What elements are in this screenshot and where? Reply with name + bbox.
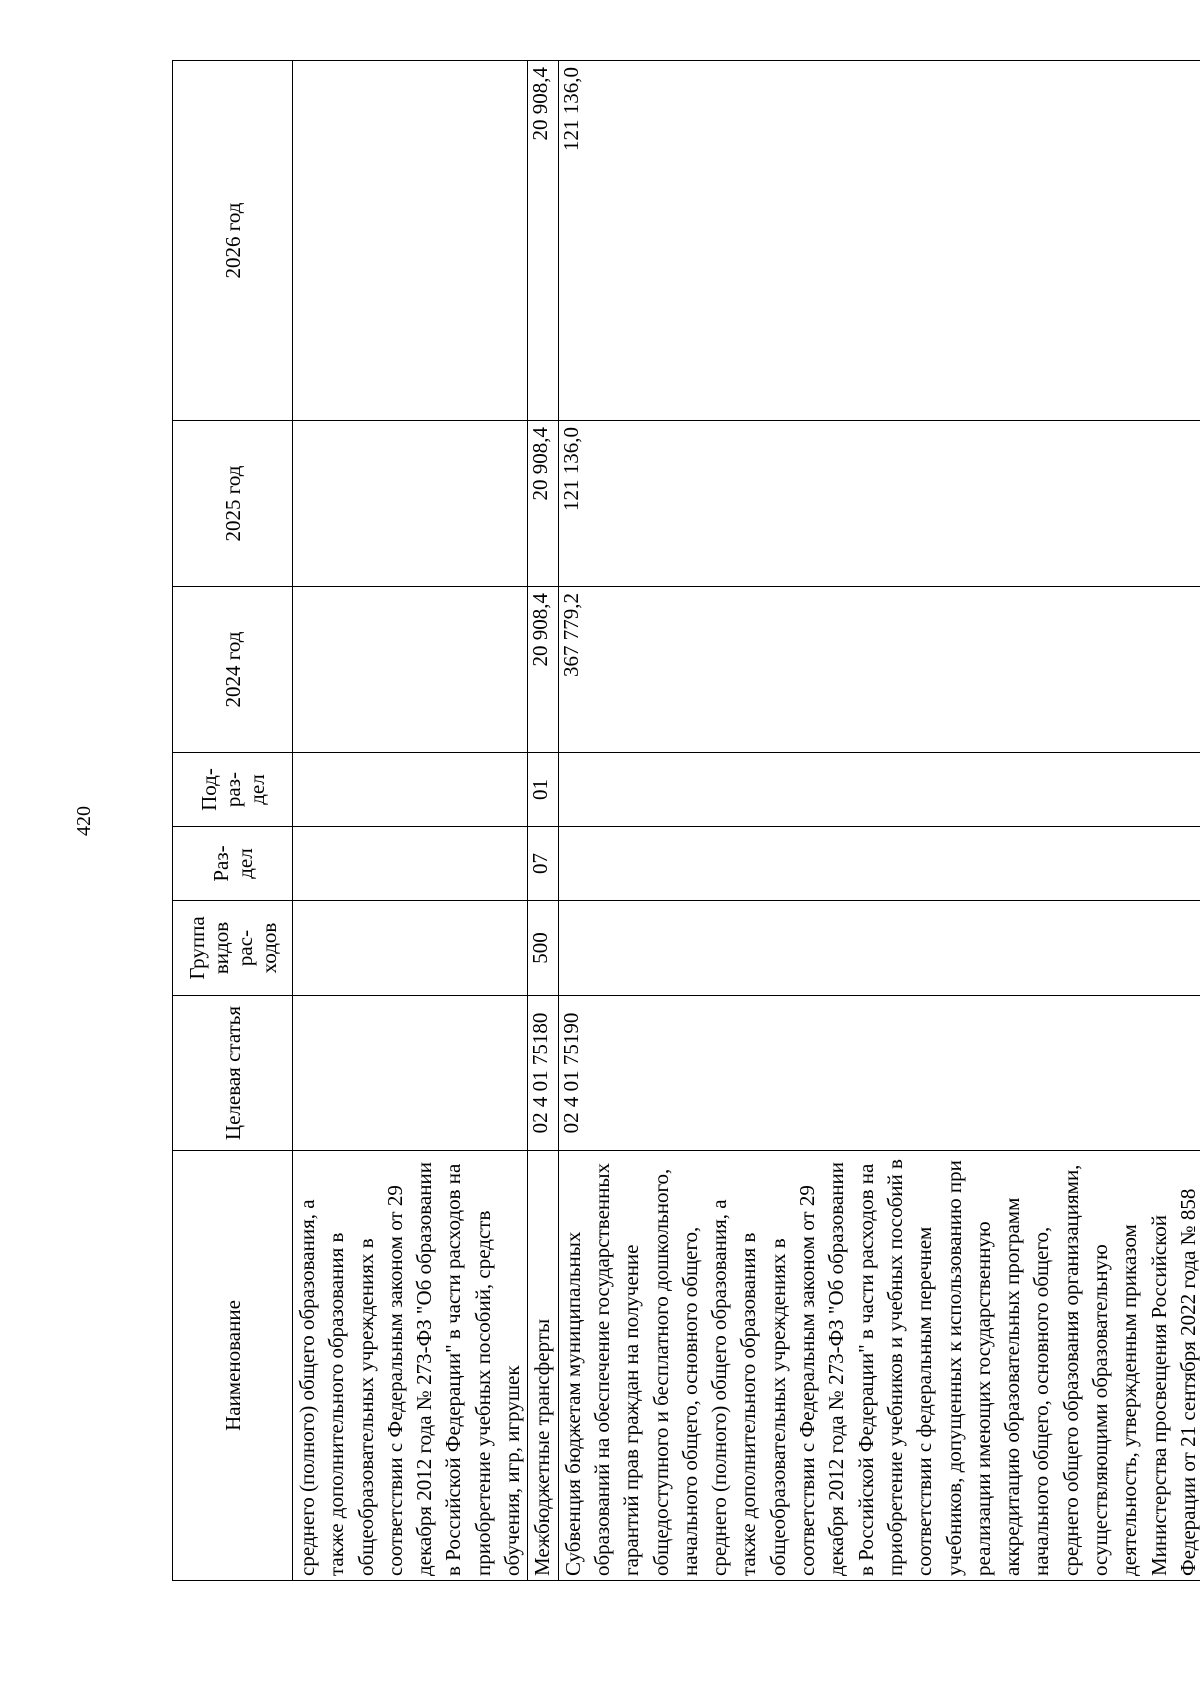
cell-2024: 20 908,4 (528, 587, 558, 753)
rotated-table-container (172, 61, 1200, 1581)
cell-2026: 20 908,4 (528, 61, 558, 421)
header-target-article: Целевая статья (173, 996, 293, 1151)
table-row (558, 61, 1200, 1581)
table-row (528, 61, 558, 1581)
header-2026: 2026 год (173, 61, 293, 421)
cell-name: Субвенция бюджетам муниципальных образований на обеспечение государственных гарантий прав граждан на получение общедоступного и бесплатного дошкольного, начального общего, основного общего, среднего (полного) общего образования, а также дополнительного образования в общеобразовательных учреждениях в соответствии с Федеральным законом от 29 декабря 2012 года № 273-ФЗ "Об образовании в Российской Федерации" в части расходов на приобретение учебников и учебных пособий в соответствии с федеральным перечнем учебников, допущенных к использованию при реализации имеющих государственную аккредитацию образовательных программ начального общего, основного общего, среднего общего образования организациями, осуществляющими образовательную деятельность, утвержденным приказом Министерства просвещения Российской Федерации от 21 сентября 2022 года № 858 (558, 1151, 1200, 1581)
cell-subsection: 01 (528, 753, 558, 827)
cell-2024 (293, 587, 528, 753)
header-name: Наименование (173, 1151, 293, 1581)
page-number: 420 (73, 806, 95, 836)
header-2024: 2024 год (173, 587, 293, 753)
cell-2025: 121 136,0 (558, 421, 1200, 587)
cell-expense-group: 500 (528, 901, 558, 996)
cell-section (293, 827, 528, 901)
header-2025: 2025 год (173, 421, 293, 587)
header-expense-group: Группа видов рас-ходов (173, 901, 293, 996)
table-row (293, 61, 528, 1581)
cell-section: 07 (528, 827, 558, 901)
cell-target-article: 02 4 01 75190 (558, 996, 1200, 1151)
cell-2025 (293, 421, 528, 587)
cell-subsection (293, 753, 528, 827)
table-header-row (173, 61, 293, 1581)
cell-target-article (293, 996, 528, 1151)
cell-2025: 20 908,4 (528, 421, 558, 587)
cell-section (558, 827, 1200, 901)
cell-name: среднего (полного) общего образования, а также дополнительного образования в общеобразовательных учреждениях в соответствии с Федеральным законом от 29 декабря 2012 года № 273-ФЗ "Об образовании в Российской Федерации" в части расходов на приобретение учебных пособий, средств обучения, игр, игрушек (293, 1151, 528, 1581)
cell-2026: 121 136,0 (558, 61, 1200, 421)
budget-table (172, 60, 1200, 1581)
header-subsection: Под-раз-дел (173, 753, 293, 827)
cell-expense-group (293, 901, 528, 996)
cell-2024: 367 779,2 (558, 587, 1200, 753)
cell-name: Межбюджетные трансферты (528, 1151, 558, 1581)
cell-subsection (558, 753, 1200, 827)
cell-expense-group (558, 901, 1200, 996)
cell-2026 (293, 61, 528, 421)
cell-target-article: 02 4 01 75180 (528, 996, 558, 1151)
header-section: Раз-дел (173, 827, 293, 901)
